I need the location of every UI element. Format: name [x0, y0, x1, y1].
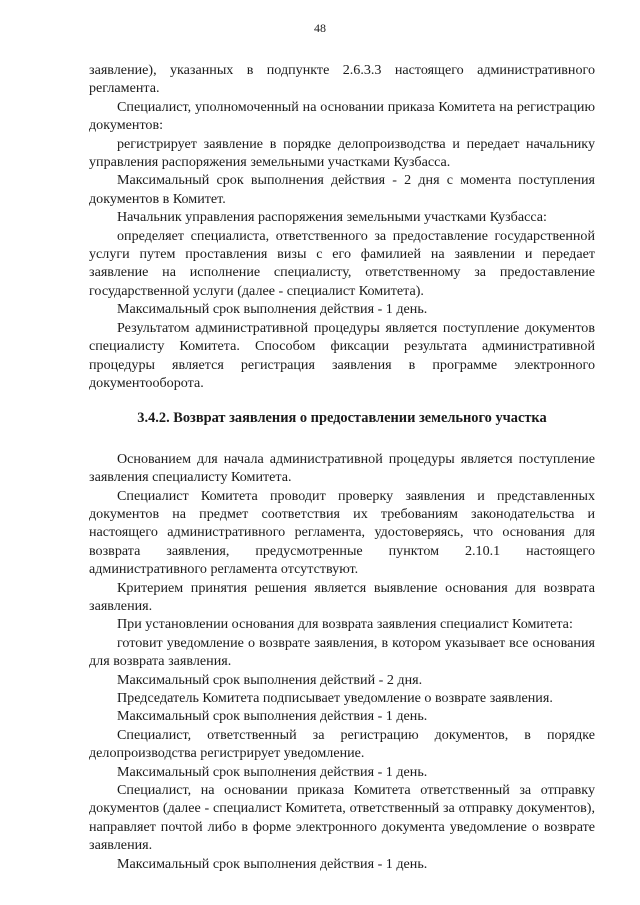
- paragraph-application-check: Специалист Комитета проводит проверку заявления и представленных документов на предмет соответствия их требованиям законодательства и настоящего административного регламента, удостоверяясь, что основания для возврата заявления, предусмотренные пунктом 2.10.1 настоящего административного регламента отсутствуют.: [89, 487, 595, 578]
- paragraph-registration-specialist: Специалист, уполномоченный на основании приказа Комитета на регистрацию документов:: [89, 98, 595, 134]
- paragraph-assigns-specialist: определяет специалиста, ответственного за предоставление государственной услуги путем проставления визы с его фамилией на заявлении и передает заявление на исполнение специалисту, ответственному за предоставление государственной услуги (далее - специалист Комитета).: [89, 227, 595, 299]
- paragraph-max-term: Максимальный срок выполнения действия - 1 день.: [117, 301, 428, 318]
- paragraph-procedure-basis: Основанием для начала административной процедуры является поступление заявления специалисту Комитета.: [89, 450, 595, 486]
- section-heading: 3.4.2. Возврат заявления о предоставлении земельного участка: [137, 410, 547, 427]
- paragraph-procedure-result: Результатом административной процедуры является поступление документов специалисту Комитета. Способом фиксации результата административной процедуры является регистрация заявления в программе электронного документооборота.: [89, 319, 595, 391]
- document-body: [89, 61, 595, 873]
- paragraph-department-head: Начальник управления распоряжения земельными участками Кузбасса:: [117, 209, 547, 226]
- paragraph-chairman-signs: Председатель Комитета подписывает уведомление о возврате заявления.: [117, 690, 553, 706]
- page-number: 48: [314, 21, 326, 35]
- paragraph-return-basis: При установлении основания для возврата заявления специалист Комитета:: [117, 616, 573, 633]
- paragraph-registers-notice: Специалист, ответственный за регистрацию документов, в порядке делопроизводства регистрирует уведомление.: [89, 726, 595, 762]
- paragraph-decision-criterion: Критерием принятия решения является выявление основания для возврата заявления.: [89, 579, 595, 614]
- paragraph-max-term: Максимальный срок выполнения действия - 1 день.: [117, 763, 428, 780]
- paragraph-max-term: Максимальный срок выполнения действия - 2 дня с момента поступления документов в Комитет.: [89, 172, 595, 207]
- paragraph-prepares-notice: готовит уведомление о возврате заявления, в котором указывает все основания для возврата заявления.: [89, 634, 595, 670]
- paragraph-registers-application: регистрирует заявление в порядке делопроизводства и передает начальнику управления распоряжения земельными участками Кузбасса.: [89, 135, 595, 171]
- paragraph-sends-notice: Специалист, на основании приказа Комитета ответственный за отправку документов (далее - специалист Комитета, ответственный за отправку документов), направляет почтой либо в форме электронного документа уведомление о возврате заявления.: [89, 782, 595, 854]
- paragraph-max-term: Максимальный срок выполнения действия - 1 день.: [117, 708, 428, 725]
- paragraph-max-term: Максимальный срок выполнения действий - 2 дня.: [117, 671, 423, 688]
- paragraph-continuation: заявление), указанных в подпункте 2.6.3.3 настоящего административного регламента.: [89, 62, 595, 97]
- paragraph-max-term: Максимальный срок выполнения действия - 1 день.: [117, 855, 428, 872]
